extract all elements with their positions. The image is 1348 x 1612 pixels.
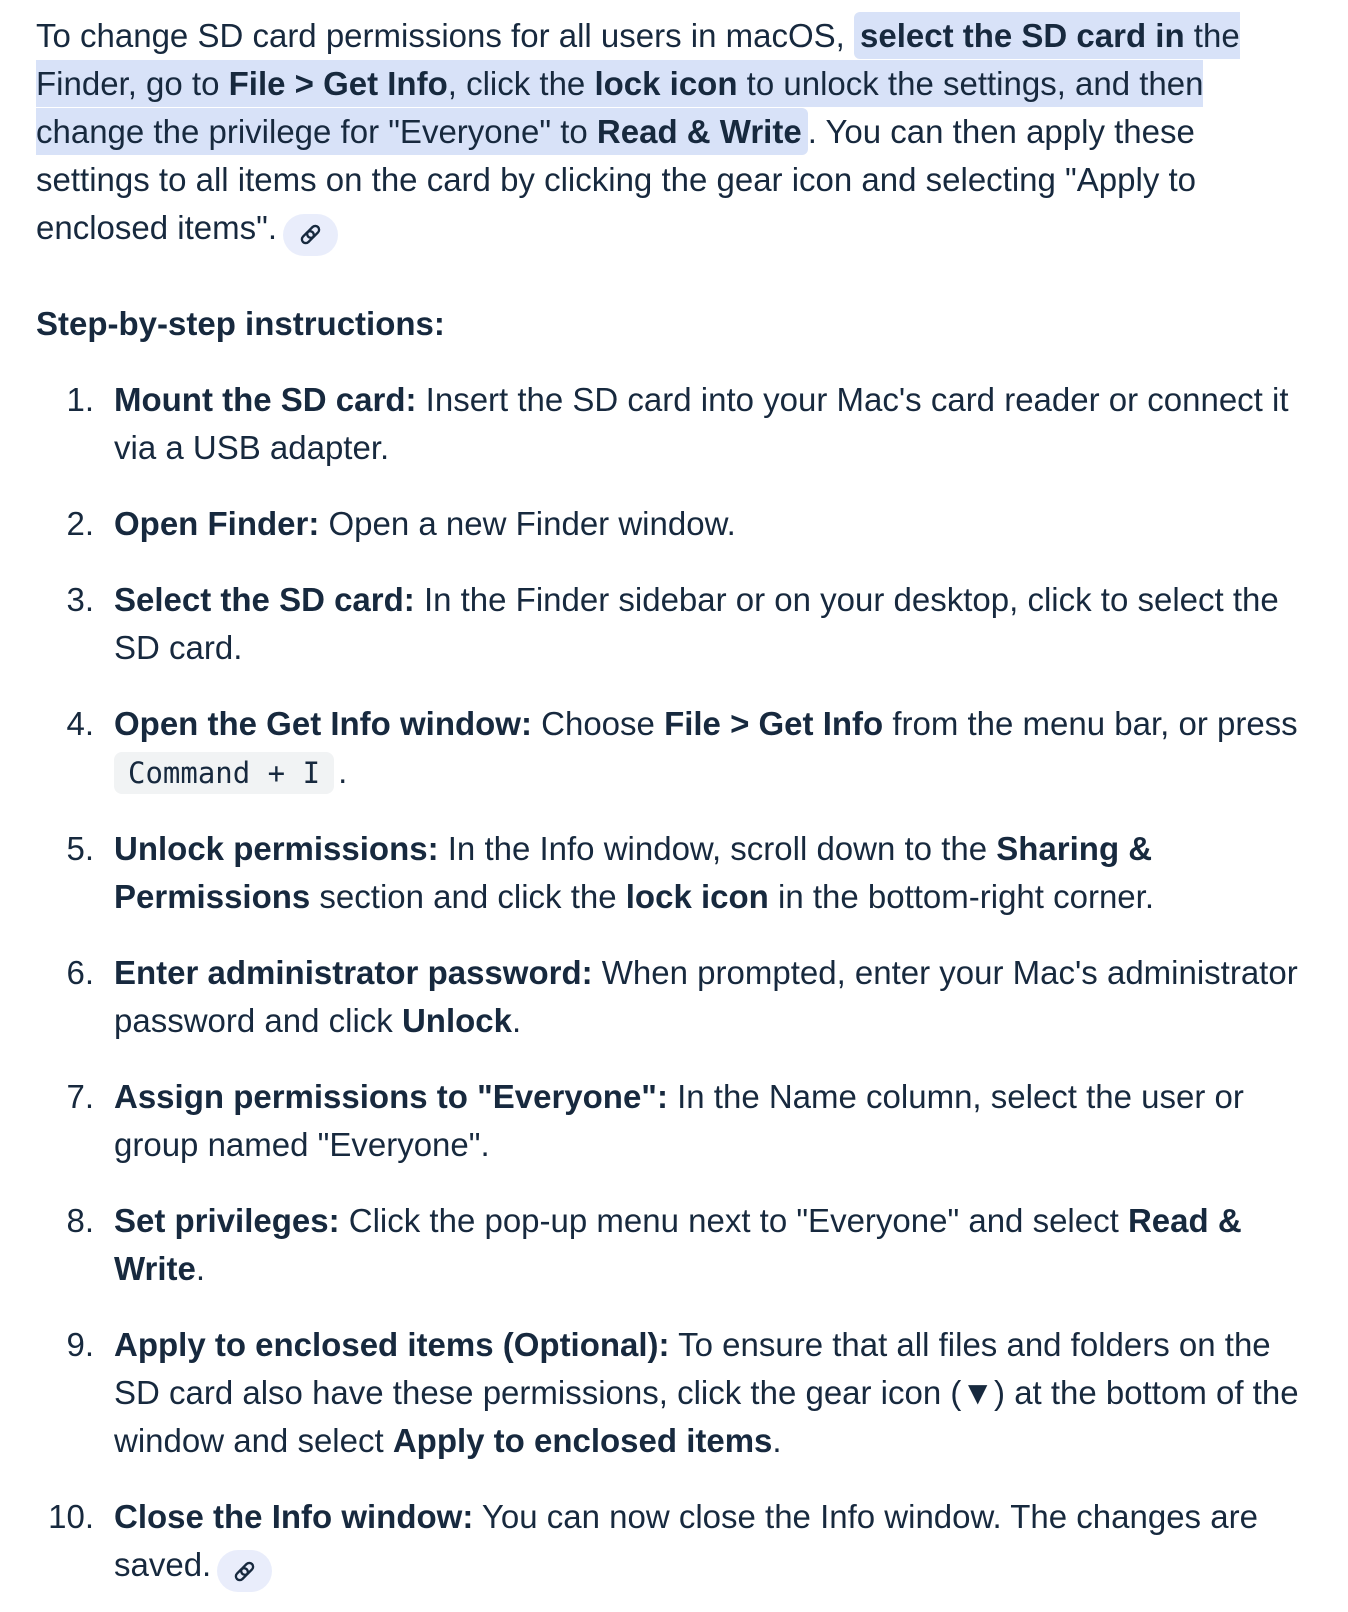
- text-segment: .: [195, 1249, 206, 1287]
- list-item: [36, 376, 1310, 472]
- text-segment: Mount the SD card:: [114, 380, 417, 418]
- link-icon: [231, 1558, 258, 1585]
- highlighted-text-segment: to unlock the settings, and then change the privilege for "Everyone" to: [36, 60, 1203, 155]
- text-segment: .: [512, 1001, 522, 1039]
- text-segment: In the Finder sidebar or on your desktop, click to select the SD card.: [114, 580, 1279, 666]
- text-segment: In the Info window, scroll down to the: [438, 829, 997, 867]
- text-segment: from the menu bar, or press: [883, 704, 1298, 742]
- text-segment: To change SD card permissions for all users in macOS,: [36, 17, 854, 54]
- text-segment: Sharing & Permissions: [114, 829, 1153, 915]
- text-segment: Click the pop-up menu next to "Everyone" and select: [339, 1201, 1128, 1239]
- list-item: [36, 949, 1310, 1045]
- list-item: [36, 1493, 1310, 1593]
- list-item: [36, 1321, 1310, 1465]
- list-item: [36, 1073, 1310, 1169]
- link-icon: [297, 221, 324, 248]
- text-segment: Open the Get Info window:: [114, 704, 532, 742]
- text-segment: .: [338, 752, 348, 790]
- highlighted-text-segment: Read & Write: [597, 108, 808, 155]
- text-segment: .: [772, 1421, 782, 1459]
- highlighted-text-segment: the Finder, go to: [36, 12, 1240, 107]
- instruction-list: [36, 376, 1310, 1593]
- text-segment: Assign permissions to "Everyone":: [114, 1077, 668, 1115]
- text-segment: Unlock permissions:: [114, 829, 439, 867]
- text-segment: Apply to enclosed items (Optional):: [114, 1325, 670, 1363]
- keyboard-shortcut-chip: Command + I: [114, 752, 334, 794]
- text-segment: lock icon: [625, 877, 769, 915]
- highlighted-text-segment: select the SD card in: [854, 12, 1185, 59]
- text-segment: Read & Write: [114, 1201, 1242, 1287]
- text-segment: Close the Info window:: [114, 1497, 474, 1535]
- text-segment: Open Finder:: [114, 504, 320, 542]
- list-item: [36, 1197, 1310, 1293]
- text-segment: in the bottom-right corner.: [768, 877, 1155, 915]
- text-segment: Open a new Finder window.: [319, 504, 736, 542]
- text-segment: You can now close the Info window. The changes are saved.: [114, 1497, 1258, 1583]
- text-segment: Set privileges:: [114, 1201, 340, 1239]
- citation-link-button[interactable]: [217, 1550, 272, 1592]
- text-segment: When prompted, enter your Mac's administrator password and click: [114, 953, 1298, 1039]
- list-item: [36, 500, 1310, 548]
- text-segment: section and click the: [310, 877, 626, 915]
- text-segment: Apply to enclosed items: [392, 1421, 773, 1459]
- list-item: [36, 700, 1310, 797]
- highlighted-text-segment: , click the: [448, 60, 595, 107]
- highlighted-text-segment: lock icon: [594, 60, 737, 107]
- citation-link-button[interactable]: [283, 214, 338, 256]
- text-segment: . You can then apply these settings to all items on the card by clicking the gear icon and selecting "Apply to enclosed items".: [36, 113, 1197, 246]
- text-segment: To ensure that all files and folders on the SD card also have these permissions, click the gear icon (▼) at the bottom of the window and select: [114, 1325, 1299, 1459]
- list-item: [36, 825, 1310, 921]
- text-segment: Choose: [531, 704, 665, 742]
- list-item: [36, 576, 1310, 672]
- intro-paragraph: [36, 12, 1310, 256]
- section-heading: Step-by-step instructions:: [36, 304, 445, 342]
- text-segment: File > Get Info: [664, 704, 884, 742]
- text-segment: Insert the SD card into your Mac's card reader or connect it via a USB adapter.: [114, 380, 1289, 466]
- text-segment: In the Name column, select the user or group named "Everyone".: [114, 1077, 1244, 1163]
- text-segment: Enter administrator password:: [114, 953, 593, 991]
- highlighted-text-segment: File > Get Info: [229, 60, 448, 107]
- text-segment: Unlock: [401, 1001, 512, 1039]
- text-segment: Select the SD card:: [114, 580, 415, 618]
